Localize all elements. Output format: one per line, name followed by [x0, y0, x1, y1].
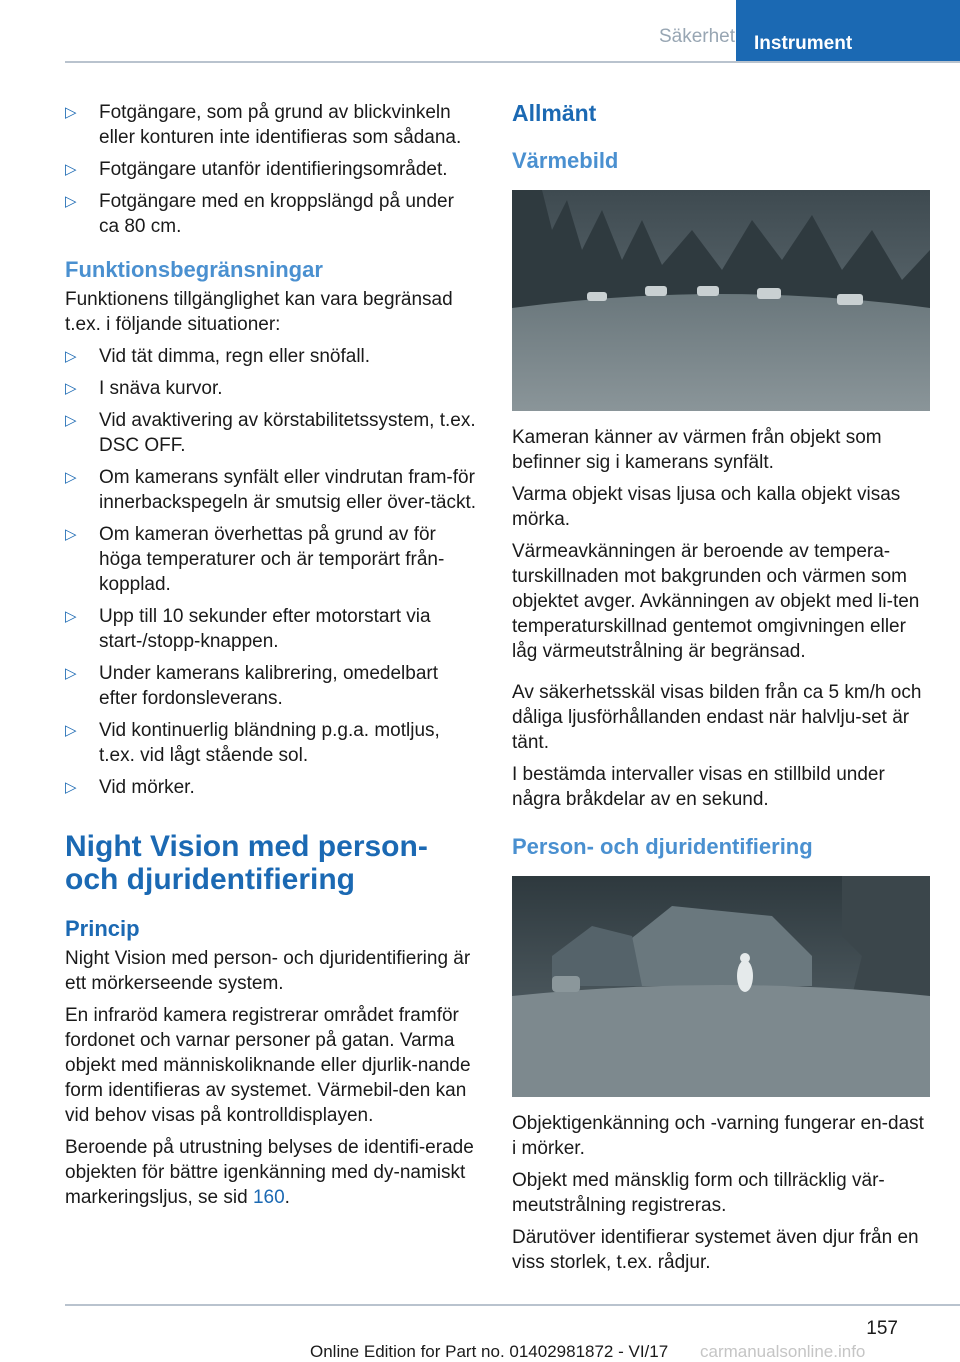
list-item: ▷ Om kameran överhettas på grund av för höga temperaturer och är temporärt från-kopplad.: [65, 524, 445, 595]
thermal-image-pedestrian: [512, 876, 930, 1097]
page-link-160[interactable]: 160: [252, 1187, 285, 1208]
bullet-triangle-icon: ▷: [65, 412, 77, 429]
list-item: ▷ Vid mörker.: [65, 777, 195, 798]
tab-instruments-label: Instrument: [754, 33, 853, 54]
bullet-triangle-icon: ▷: [65, 779, 77, 796]
general-heading: Allmänt: [512, 100, 597, 126]
thermal-paragraph-4: Av säkerhetsskäl visas bilden från ca 5 km/h och dåliga ljusförhållanden endast när halvlju-set är tänt.: [512, 682, 922, 753]
list-item: ▷ Om kamerans synfält eller vindrutan fram-för innerbackspegeln är smutsig eller över-täckt.: [65, 467, 477, 513]
limits-bullet-list: [65, 344, 479, 800]
bullet-triangle-icon: ▷: [65, 665, 77, 682]
list-item: ▷ Fotgängare utanför identifieringsområdet.: [65, 159, 448, 180]
detection-paragraph-1: Objektigenkänning och -varning fungerar en-dast i mörker.: [512, 1113, 924, 1159]
left-column: [65, 100, 479, 1217]
tab-safety[interactable]: Säkerhet: [658, 26, 735, 47]
bullet-triangle-icon: ▷: [65, 526, 77, 543]
page-number: 157: [866, 1318, 898, 1339]
list-item: ▷ Vid tät dimma, regn eller snöfall.: [65, 346, 371, 367]
principle-heading: Princip: [65, 916, 140, 941]
edition-text: Online Edition for Part no. 01402981872 - VI/17: [310, 1342, 669, 1361]
pedestrian-bullet-list: [65, 100, 479, 239]
thermal-paragraph-5: I bestämda intervaller visas en stillbild under några bråkdelar av en sekund.: [512, 764, 885, 810]
bullet-triangle-icon: ▷: [65, 380, 77, 397]
page-header: [0, 0, 960, 64]
list-item: ▷ Upp till 10 sekunder efter motorstart via start-/stopp-knappen.: [65, 606, 431, 652]
bullet-triangle-icon: ▷: [65, 193, 77, 210]
list-item: ▷ Vid avaktivering av körstabilitetssystem, t.ex. DSC OFF.: [65, 410, 476, 456]
detection-paragraph-2: Objekt med mänsklig form och tillräcklig vär-meutstrålning registreras.: [512, 1170, 885, 1216]
header-rule: [65, 61, 960, 63]
limits-intro: Funktionens tillgänglighet kan vara begränsad t.ex. i följande situationer:: [65, 289, 453, 335]
limits-heading: Funktionsbegränsningar: [65, 257, 323, 282]
principle-paragraph-2: En infraröd kamera registrerar området framför fordonet och varnar personer på gatan. Varma objekt med människoliknande eller djurlik-nande form identifieras av systemet. Värmebil-den kan vid behov visas på kontrolldisplayen.: [65, 1005, 471, 1126]
thermal-heading: Värmebild: [512, 148, 619, 173]
list-item: ▷ Vid kontinuerlig bländning p.g.a. motljus, t.ex. vid lågt stående sol.: [65, 720, 440, 766]
principle-paragraph-1: Night Vision med person- och djuridentifiering är ett mörkerseende system.: [65, 948, 471, 994]
bullet-triangle-icon: ▷: [65, 722, 77, 739]
detection-heading: Person- och djuridentifiering: [512, 834, 813, 859]
bullet-triangle-icon: ▷: [65, 161, 77, 178]
list-item: ▷ Fotgängare, som på grund av blickvinkeln eller konturen inte identifieras som sådana.: [65, 102, 462, 148]
right-column: [512, 100, 930, 1282]
thermal-paragraph-1: Kameran känner av värmen från objekt som befinner sig i kamerans synfält.: [512, 427, 882, 473]
tab-instruments[interactable]: [736, 0, 960, 63]
list-item: ▷ Fotgängare med en kroppslängd på under ca 80 cm.: [65, 191, 454, 237]
thermal-paragraph-3: Värmeavkänningen är beroende av tempera-turskillnaden mot bakgrunden och värmen som objektet avger. Avkänningen av objekt med li-ten temperaturskillnad gentemot omgivningen eller låg värmeutstrålning är begränsad.: [512, 541, 920, 662]
thermal-paragraph-2: Varma objekt visas ljusa och kalla objekt visas mörka.: [512, 484, 901, 530]
list-item: ▷ I snäva kurvor.: [65, 378, 223, 399]
thermal-image-animals: [512, 190, 930, 411]
bullet-triangle-icon: ▷: [65, 469, 77, 486]
principle-paragraph-3: Beroende på utrustning belyses de identifi-erade objekten för bättre igenkänning med dy-namiskt markeringsljus, se sid 160.: [65, 1137, 474, 1208]
bullet-triangle-icon: ▷: [65, 348, 77, 365]
section-title: Night Vision med person- och djuridentifiering: [65, 830, 428, 896]
detection-paragraph-3: Därutöver identifierar systemet även djur från en viss storlek, t.ex. rådjur.: [512, 1227, 919, 1273]
footer-rule: [65, 1304, 960, 1306]
list-item: ▷ Under kamerans kalibrering, omedelbart efter fordonsleverans.: [65, 663, 438, 709]
bullet-triangle-icon: ▷: [65, 104, 77, 121]
watermark-text: carmanualsonline.info: [700, 1342, 866, 1361]
bullet-triangle-icon: ▷: [65, 608, 77, 625]
